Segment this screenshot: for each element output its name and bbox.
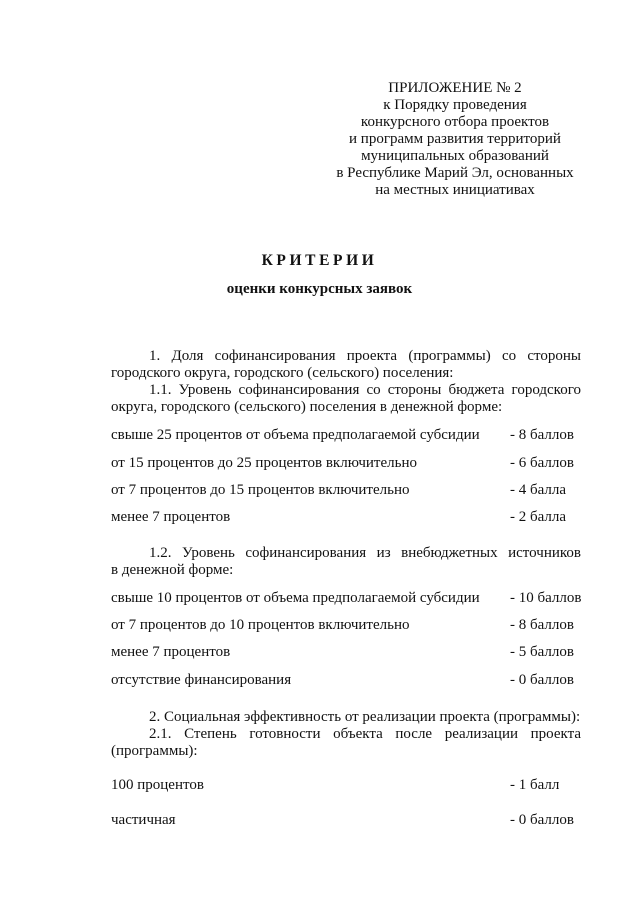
criteria-score: - 8 баллов [510, 427, 574, 443]
appendix-line: на местных инициативах [375, 182, 535, 198]
criteria-row [111, 455, 581, 472]
criteria-row [111, 644, 581, 661]
criteria-score: - 8 баллов [510, 617, 574, 633]
section1-2-heading [111, 545, 581, 579]
criteria-label: менее 7 процентов [111, 644, 231, 660]
paragraph-line: 2. Социальная эффективность от реализации проекта (программы): [149, 709, 581, 725]
section2-heading [111, 709, 581, 726]
paragraph-line: в денежной форме: [111, 562, 234, 578]
appendix-line: конкурсного отбора проектов [360, 114, 550, 130]
criteria-score: - 1 балл [510, 777, 560, 793]
section1-1-heading [111, 382, 581, 416]
criteria-score: - 5 баллов [510, 644, 574, 660]
criteria-row [111, 509, 581, 526]
criteria-label: от 15 процентов до 25 процентов включительно [111, 455, 417, 471]
document-subtitle: оценки конкурсных заявок [226, 281, 413, 297]
criteria-row [111, 672, 581, 689]
section1-heading [111, 348, 581, 382]
paragraph-line: 1.2. Уровень софинансирования из внебюджетных источников [149, 545, 581, 561]
appendix-header [330, 80, 580, 199]
criteria-label: отсутствие финансирования [111, 672, 292, 688]
section2-1-heading [111, 726, 581, 760]
criteria-row [111, 427, 581, 444]
criteria-label: от 7 процентов до 15 процентов включительно [111, 482, 410, 498]
paragraph-line: округа, городского (сельского) поселения в денежной форме: [111, 399, 503, 415]
criteria-row [111, 617, 581, 634]
criteria-score: - 6 баллов [510, 455, 574, 471]
criteria-score: - 10 баллов [510, 590, 582, 606]
appendix-line: к Порядку проведения [383, 97, 527, 113]
appendix-line: в Республике Марий Эл, основанных [336, 165, 574, 181]
criteria-row [111, 812, 581, 829]
criteria-score: - 2 балла [510, 509, 567, 525]
criteria-row [111, 482, 581, 499]
criteria-score: - 0 баллов [510, 812, 574, 828]
criteria-row [111, 590, 581, 607]
criteria-label: от 7 процентов до 10 процентов включительно [111, 617, 410, 633]
criteria-label: частичная [111, 812, 176, 828]
document-title: КРИТЕРИИ [261, 252, 378, 269]
appendix-line: муниципальных образований [361, 148, 549, 164]
appendix-line: и программ развития территорий [349, 131, 561, 147]
appendix-line: ПРИЛОЖЕНИЕ № 2 [388, 80, 522, 96]
criteria-label: 100 процентов [111, 777, 204, 793]
paragraph-line: (программы): [111, 743, 198, 759]
criteria-label: менее 7 процентов [111, 509, 231, 525]
criteria-score: - 4 балла [510, 482, 567, 498]
criteria-score: - 0 баллов [510, 672, 574, 688]
paragraph-line: городского округа, городского (сельского) поселения: [111, 365, 454, 381]
paragraph-line: 2.1. Степень готовности объекта после реализации проекта [149, 726, 581, 742]
criteria-label: свыше 10 процентов от объема предполагаемой субсидии [111, 590, 480, 606]
criteria-label: свыше 25 процентов от объема предполагаемой субсидии [111, 427, 480, 443]
criteria-row [111, 777, 581, 794]
paragraph-line: 1.1. Уровень софинансирования со стороны бюджета городского [149, 382, 581, 398]
paragraph-line: 1. Доля софинансирования проекта (программы) со стороны [149, 348, 581, 364]
